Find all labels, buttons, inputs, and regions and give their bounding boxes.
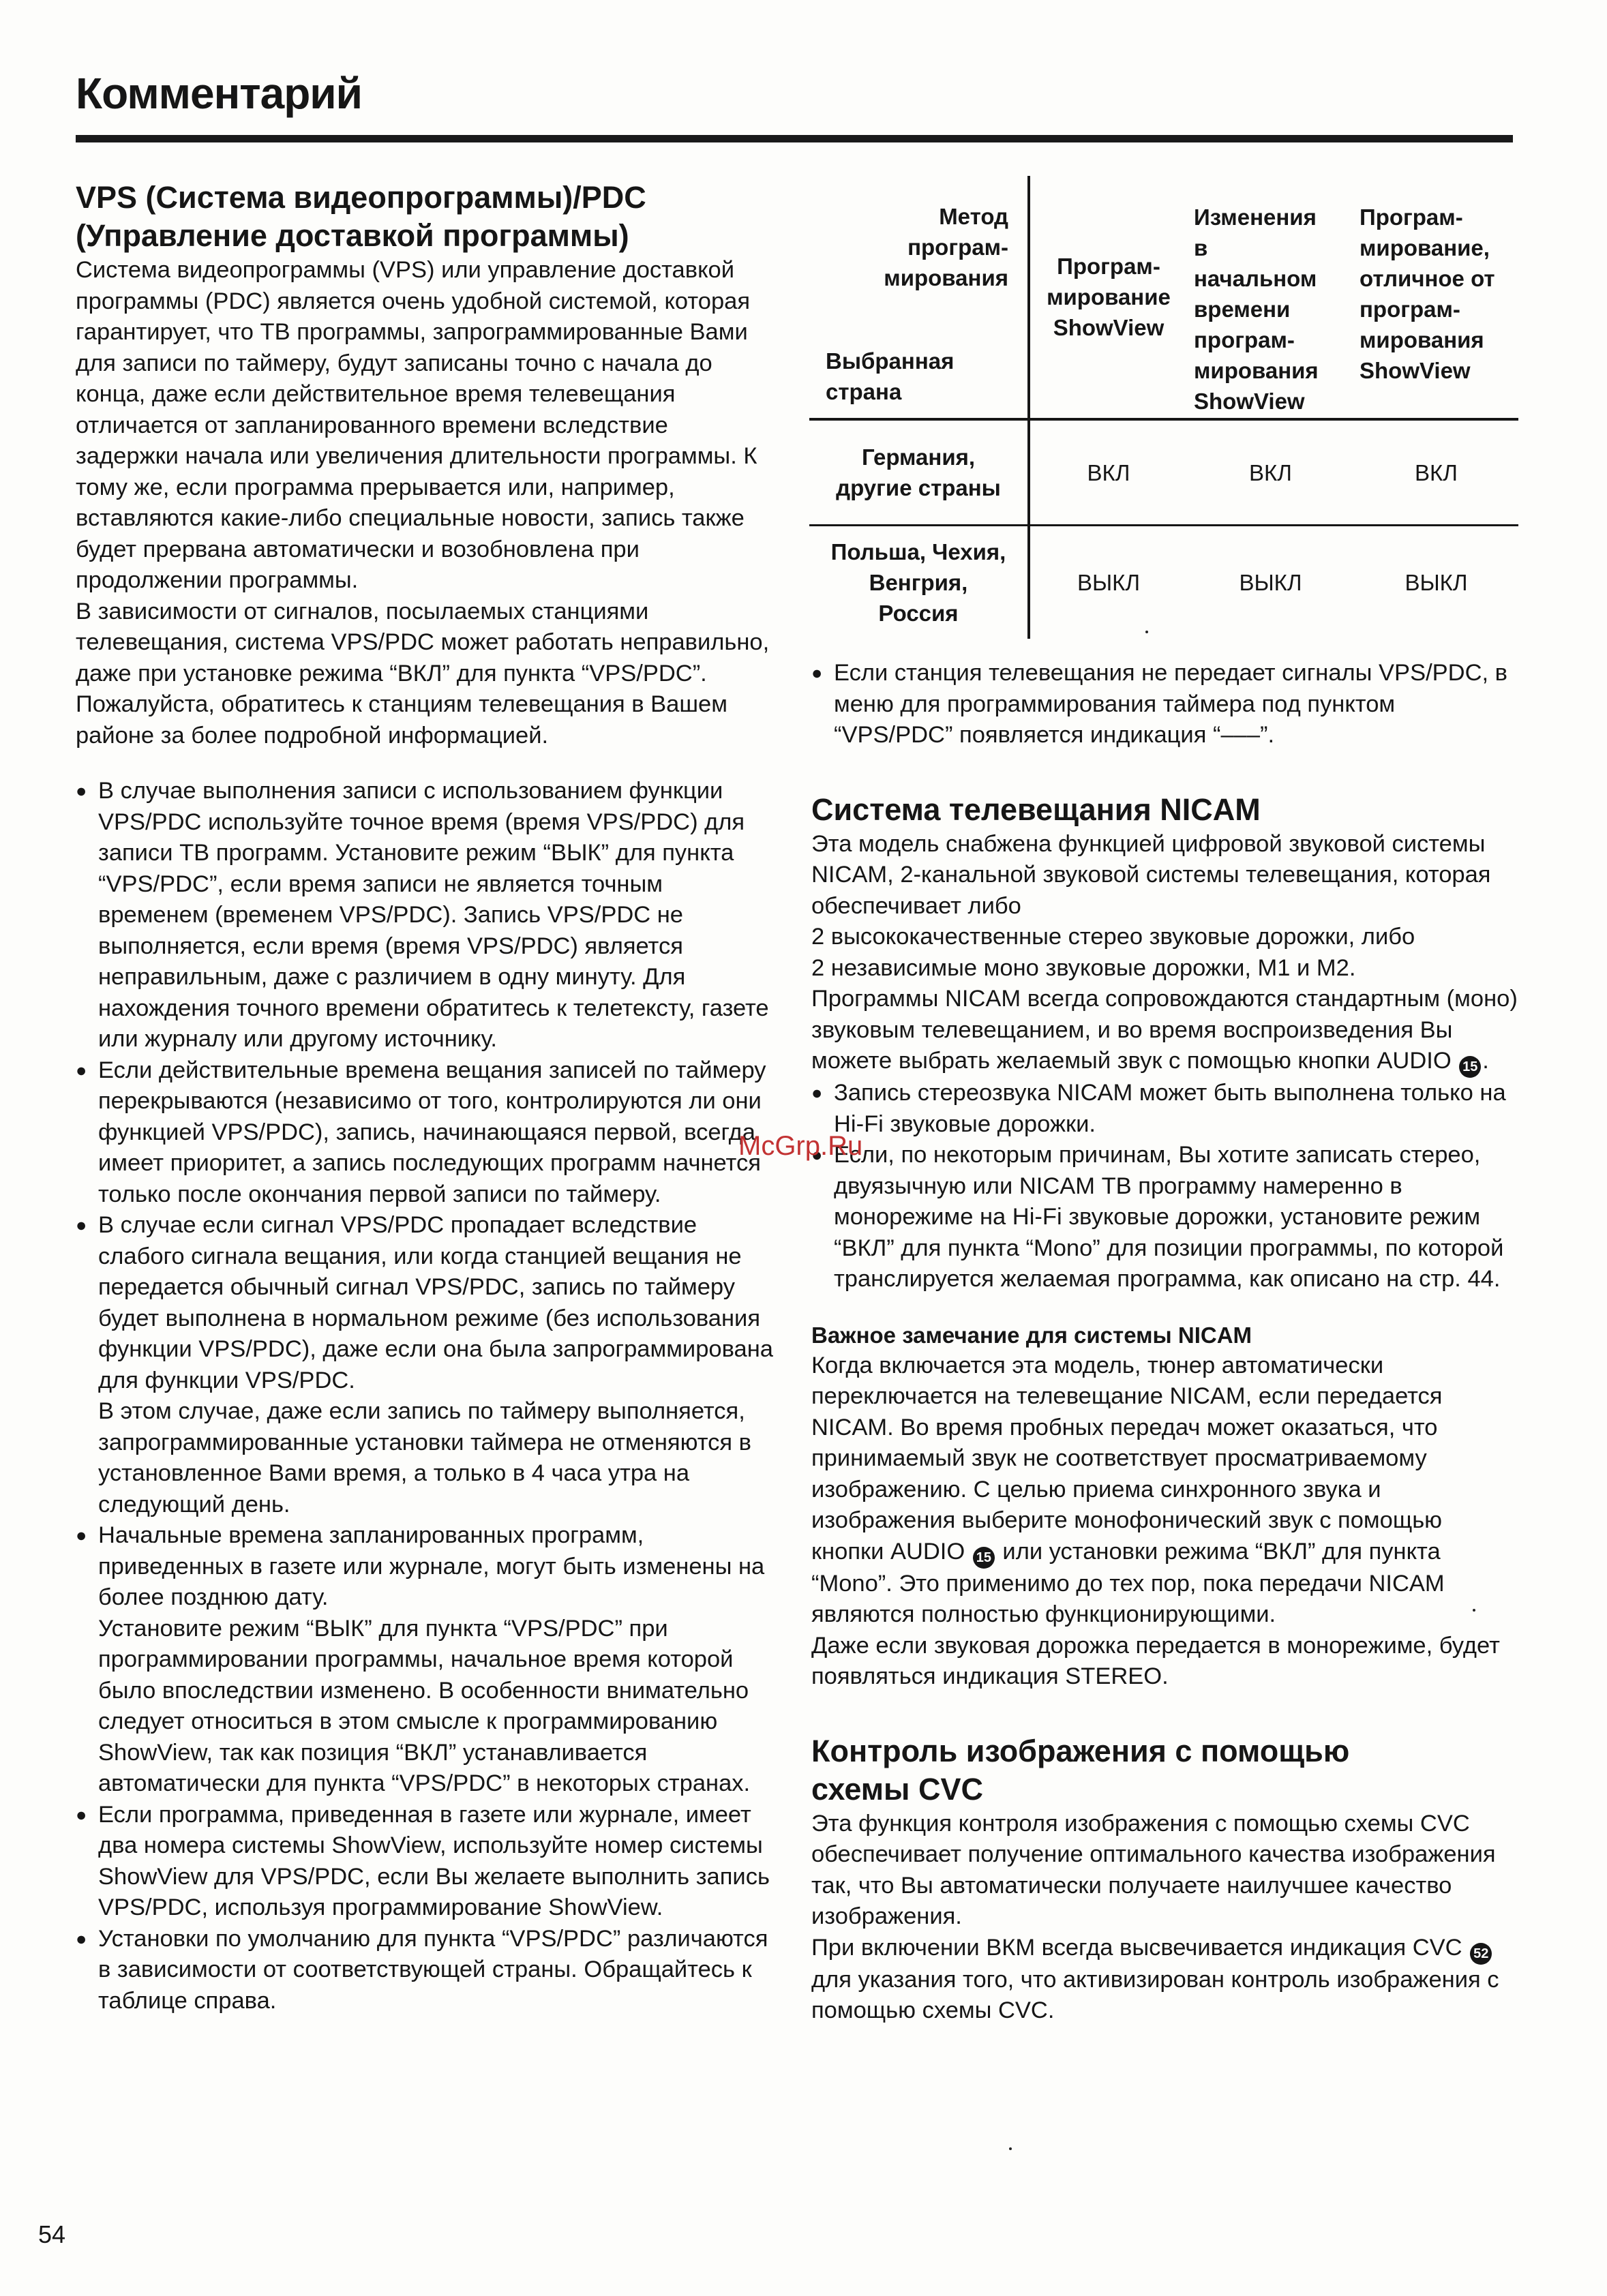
list-item-continuation: В этом случае, даже если запись по таймеру выполняется, запрограммированные установки таймера не отменяются в установленное Вами время, а только в 4 часа утра на следующий день.	[98, 1398, 751, 1517]
page-number: 54	[38, 2220, 66, 2248]
audio-button-ref-icon: 15	[973, 1547, 995, 1569]
vps-paragraph: Пожалуйста, обратитесь к станциям телевещания в Вашем районе за более подробной информацией.	[76, 691, 727, 749]
table-cell: ВЫКЛ	[1405, 570, 1468, 595]
table-note-list	[811, 658, 1520, 751]
page-title: Комментарий	[76, 69, 362, 118]
list-item: ● Если, по некоторым причинам, Вы хотите записать стерео, двуязычную или NICAM ТВ программу намеренно в монорежиме на Hi-Fi звуковые дорожки, установите режим “ВКЛ” для пункта “Mono” для позиции программы, по которой транслируется желаемая программа, как описано на стр. 44.	[811, 1140, 1520, 1295]
table-country-label: Выбранная страна	[826, 348, 955, 404]
scan-speck	[1473, 1609, 1475, 1612]
left-column	[76, 179, 775, 2016]
table-cell: ВКЛ	[1029, 419, 1187, 526]
table-column-header: Програм- мирование, отличное от програм- мирования ShowView	[1354, 176, 1518, 419]
cvc-paragraph: При включении ВКМ всегда высвечивается индикация CVC 52 для указания того, что активизирован контроль изображения с помощью схемы CVC.	[811, 1934, 1499, 2023]
vps-heading-line2: (Управление доставкой программы)	[76, 218, 629, 253]
title-rule	[76, 135, 1513, 142]
cvc-heading-line1: Контроль изображения с помощью	[811, 1733, 1350, 1768]
table-column-header: Изменения в начальном времени програм- мирования ShowView	[1187, 176, 1354, 419]
nicam-paragraph: Программы NICAM всегда сопровождаются стандартным (моно) звуковым телевещанием, и во время воспроизведения Вы можете выбрать желаемый звук с помощью кнопки AUDIO 15 .	[811, 984, 1520, 1078]
nicam-paragraph: 2 независимые моно звуковые дорожки, M1 и M2.	[811, 954, 1356, 981]
table-cell: ВКЛ	[1354, 419, 1518, 526]
table-row-header: Германия, другие страны	[809, 419, 1029, 526]
cvc-paragraph: Эта функция контроля изображения с помощью схемы CVC обеспечивает получение оптимального качества изображения так, что Вы автоматически получаете наилучшее качество изображения.	[811, 1810, 1496, 1929]
table-column-header: Програм- мирование ShowView	[1029, 176, 1187, 419]
list-item: ● В случае выполнения записи с использованием функции VPS/PDC используйте точное время (время VPS/PDC) для записи ТВ программ. Установите режим “ВЫК” для пункта “VPS/PDC”, если время записи не является точным временем (временем VPS/PDC). Запись VPS/PDC не выполняется, если время (время VPS/PDC) является неправильным, даже с различием в одну минуту. Для нахождения точного времени обратитесь к телетексту, газете или журналу или другому источнику.	[76, 776, 775, 1055]
nicam-note-text: Даже если звуковая дорожка передается в монорежиме, будет появляться индикация STEREO.	[811, 1632, 1500, 1689]
list-item: ● Запись стереозвука NICAM может быть выполнена только на Hi-Fi звуковые дорожки.	[811, 1078, 1520, 1140]
vps-bullet-list	[76, 776, 775, 2016]
scan-speck	[1145, 631, 1148, 633]
watermark: McGrp.Ru	[738, 1131, 863, 1161]
table-cell: ВЫКЛ	[1239, 570, 1302, 595]
list-item: ● В случае если сигнал VPS/PDC пропадает вследствие слабого сигнала вещания, или когда станцией вещания не передается обычный сигнал VPS/PDC, запись по таймеру будет выполнена в нормальном режиме (без использования функции VPS/PDC), даже если она была запрограммирована для функции VPS/PDC. В этом случае, даже если запись по таймеру выполняется, запрограммированные установки таймера не отменяются в установленное Вами время, а только в 4 часа утра на следующий день.	[76, 1210, 775, 1520]
table-corner-cell	[809, 176, 1029, 419]
right-column	[811, 658, 1520, 2027]
table-method-label: Метод програм- мирования	[884, 204, 1008, 290]
table-cell: ВЫКЛ	[1077, 570, 1141, 595]
vps-heading	[76, 179, 775, 255]
audio-button-ref-icon: 15	[1459, 1056, 1481, 1078]
scan-speck	[1009, 2147, 1012, 2150]
vps-intro: Система видеопрограммы (VPS) или управление доставкой программы (PDC) является очень удобной системой, которая гарантирует, что ТВ программы, запрограммированные Вами для записи по таймеру, будут записаны точно с начала до конца, даже если действительное время телевещания отличается от запланированного времени вследствие задержки начала или увеличения длительности программы. К тому же, если программа прерывается или, например, вставляются какие-либо специальные новости, запись также будет прервана автоматически и возобновлена при продолжении программы.	[76, 257, 757, 593]
vps-heading-line1: VPS (Система видеопрограммы)/PDC	[76, 180, 646, 215]
table-note: ● Если станция телевещания не передает сигналы VPS/PDC, в меню для программирования таймера под пунктом “VPS/PDC” появляется индикация “–––”.	[811, 658, 1520, 751]
table-row-header: Польша, Чехия, Венгрия, Россия	[809, 526, 1029, 639]
list-item: ● Если программа, приведенная в газете или журнале, имеет два номера системы ShowView, используйте номер системы ShowView для VPS/PDC, если Вы желаете выполнить запись VPS/PDC, используя программирование ShowView.	[76, 1800, 775, 1924]
cvc-indicator-ref-icon: 52	[1470, 1943, 1492, 1965]
vps-paragraph: В зависимости от сигналов, посылаемых станциями телевещания, система VPS/PDC может работать неправильно, даже при установке режима “ВКЛ” для пункта “VPS/PDC”.	[76, 598, 770, 686]
nicam-bullet-list	[811, 1078, 1520, 1295]
nicam-note-heading: Важное замечание для системы NICAM	[811, 1322, 1252, 1348]
nicam-heading: Система телевещания NICAM	[811, 791, 1261, 827]
nicam-paragraph: Эта модель снабжена функцией цифровой звуковой системы NICAM, 2-канальной звуковой системы телевещания, которая обеспечивает либо	[811, 830, 1491, 919]
list-item: ● Установки по умолчанию для пункта “VPS/PDC” различаются в зависимости от соответствующей страны. Обращайтесь к таблице справа.	[76, 1924, 775, 2017]
list-item: ● Если действительные времена вещания записей по таймеру перекрываются (независимо от того, контролируются ли они функцией VPS/PDC), запись, начинающаяся первой, всегда имеет приоритет, а запись последующих программ начнется только после окончания первой записи по таймеру.	[76, 1055, 775, 1211]
vps-default-settings-table	[809, 176, 1518, 639]
table-cell: ВКЛ	[1187, 419, 1354, 526]
cvc-heading-line2: схемы CVC	[811, 1771, 984, 1807]
list-item: ● Начальные времена запланированных программ, приведенных в газете или журнале, могут быть изменены на более позднюю дату. Установите режим “ВЫК” для пункта “VPS/PDC” при программировании программы, начальное время которой было впоследствии изменено. В особенности внимательно следует относиться в этом смысле к программированию ShowView, так как позиция “ВКЛ” устанавливается автоматически для пункта “VPS/PDC” в некоторых странах.	[76, 1520, 775, 1800]
nicam-note-text: Когда включается эта модель, тюнер автоматически переключается на телевещание NICAM, если передается NICAM. Во время пробных передач может оказаться, что принимаемый звук не соответствует просматриваемому изображению. С целью приема синхронного звука и изображения выберите монофонический звук с помощью кнопки AUDIO 15 или установки режима “ВКЛ” для пункта “Mono”. Это применимо до тех пор, пока передачи NICAM являются полностью функционирующими.	[811, 1352, 1445, 1627]
cvc-heading	[811, 1732, 1520, 1809]
nicam-paragraph: 2 высококачественные стерео звуковые дорожки, либо	[811, 924, 1415, 950]
list-item-continuation: Установите режим “ВЫК” для пункта “VPS/PDC” при программировании программы, начальное время которой было впоследствии изменено. В особенности внимательно следует относиться в этом смысле к программированию ShowView, так как позиция “ВКЛ” устанавливается автоматически для пункта “VPS/PDC” в некоторых странах.	[98, 1615, 751, 1796]
